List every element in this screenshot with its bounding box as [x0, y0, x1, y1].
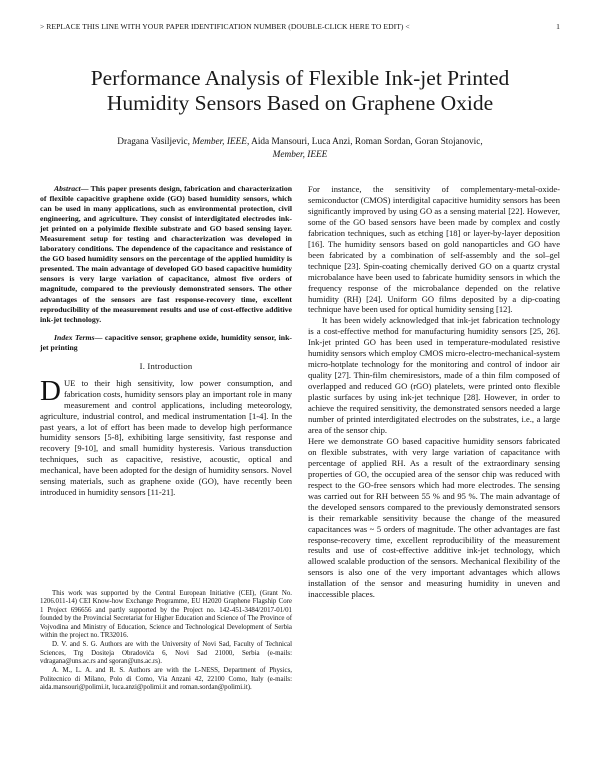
footnote-funding: This work was supported by the Central European Initiative (CEI), (Grant No. 1206.011-14) CEI Know-how Exchange Programme, EU H2020 Graphene Flagship Core 1 Project 696656 and partly supported by the Project no. 142-451-3484/2017-01/01 founded by the Provincial Secretariat for Higher Education and Science of The Province of Vojvodina and Ministry of Education, Science and Technological Development of Serbia within the project no. TR32016.: [40, 590, 292, 640]
footnote-affiliation-2: A. M., L. A. and R. S. Authors are with the L-NESS, Department of Physics, Politecnico di Milano, Polo di Como, Via Anzani 42, 22100 Como, Italy (e-mails: aida.mansouri@polimi.it, luca.anzi@polimi.it and roman.sordan@polimi.it).: [40, 667, 292, 691]
footnotes: [40, 590, 292, 693]
body-paragraph-2: It has been widely acknowledged that ink-jet fabrication technology is a cost-effective method for manufacturing humidity sensors [25, 26]. Ink-jet printed GO has been used in temperature-modulated resistive humidity sensors which employ CMOS micro-electro-mechanical-system micro-hotplate technology for the monitoring and control of indoor air quality [27]. Thin-film chemiresistors, made of a thin film composed of overlapped and reduced GO (rGO) platelets, were printed onto flexible plastic surfaces by using ink-jet technique [28]. However, in order to achieve the required sensitivity, the demonstrated sensors needed a large number of printed interdigitated electrodes on the substrates, i.e., a large area of the sensor chip.: [308, 315, 560, 435]
index-terms-label: Index Terms: [54, 332, 95, 342]
abstract-label: Abstract: [54, 184, 81, 193]
drop-cap: D: [40, 374, 61, 407]
left-column: [40, 184, 292, 498]
right-column: [308, 184, 560, 600]
footnote-affiliation-1: D. V. and S. G. Authors are with the University of Novi Sad, Faculty of Technical Sciences, Trg Dositeja Obradovića 6, Novi Sad 21000, Serbia (e-mails: vdragana@uns.ac.rs and sgoran@uns.ac.rs).: [40, 641, 292, 666]
body-paragraph-1: For instance, the sensitivity of complementary-metal-oxide-semiconductor (CMOS) interdigital capacitive humidity sensors has been significantly improved by using GO as a sensing material [22]. However, some of the GO based sensors have been made by complex and costly fabrication techniques, such as etching [18] or layer-by-layer deposition [16]. The humidity sensors based on gold nanoparticles and GO have been fabricated by a combination of self-assembly and the sol–gel technique [23]. Spin-coating chemically derived GO on a quartz crystal microbalance have been used to fabricate humidity sensors in which the frequency response of the microbalance depended on the relative humidity (RH) [24]. Uniform GO films deposited by a dip-coating technique have been used for optical humidity sensing [12].: [308, 184, 560, 315]
author-first-membership: Member, IEEE: [192, 137, 247, 147]
title-line-1: Performance Analysis of Flexible Ink-jet Printed: [90, 66, 510, 90]
author-list: [40, 136, 560, 161]
abstract-text: — This paper presents design, fabrication and characterization of flexible capacitive graphene oxide (GO) based humidity sensors, which can be used in many applications, such as environmental protection, civil engineering, and agriculture. They consist of interdigitated electrodes ink-jet printed on a polyimide flexible substrate and GO based sensing layer. Measurement setup for testing and characterization was developed in laboratory conditions. The dependence of the capacitance and resistance of the GO based humidity sensors on the percentage of the applied humidity is presented. The main advantage of developed GO based capacitive humidity sensors is very large variation of capacitance, almost five orders of magnitude, compared to the previously demonstrated sensors. The other advantages of the sensors are fast response-recovery time, excellent reproducibility of the measurement results and use of cost-effective additive ink-jet technology.: [40, 184, 292, 324]
abstract: [40, 184, 292, 325]
running-header: [40, 22, 560, 31]
body-paragraph-3: Here we demonstrate GO based capacitive humidity sensors fabricated on flexible substrates, with very large variation of capacitance with percentage of applied RH. As a result of the extraordinary sensing properties of GO, the occupied area of the sensor chip was reduced with respect to the GO-free sensors which had more electrodes. The sensing was carried out for RH between 55 % and 95 %. The main advantage of the developed sensors compared to the previously demonstrated sensors is their remarkable sensitivity because the change of the measured capacitances was ~ 5 orders of magnitude. The other advantages are fast response-recovery time, excellent reproducibility of the measurement results and use of cost-effective additive ink-jet technology, which allowed scalable production of the sensors. Mechanical flexibility of the sensors is also one of the very important advantages which allows installation of the sensor and measuring humidity in uneven and inaccessible places.: [308, 435, 560, 600]
index-terms-text: — capacitive sensor, graphene oxide, humidity sensor, ink-jet printing: [40, 332, 292, 352]
author-others: , Aida Mansouri, Luca Anzi, Roman Sordan, Goran Stojanovic,: [246, 137, 483, 147]
intro-text: UE to their high sensitivity, low power consumption, and fabrication costs, humidity sensors play an important role in many measurement and control applications, including meteorology, agriculture, industrial control, and medical instrumentation [1-4]. In the past years, a lot of effort has been made to develop high performance humidity sensors [5-8], exhibiting large sensitivity, fast response and recovery [9-10], and small humidity hysteresis. Various transduction techniques, such as capacitive, resistive, acoustic, optical and mechanical, have been adopted for the design of humidity sensors. Novel sensing materials, such as graphene oxide (GO), have recently been introduced in humidity sensors [11-21].: [40, 377, 292, 498]
section-heading-introduction: I. Introduction: [139, 360, 193, 371]
paper-title: [40, 66, 560, 116]
author-last-membership: Member, IEEE: [272, 149, 328, 160]
intro-paragraph: [40, 374, 292, 498]
page-number: 1: [556, 22, 560, 31]
author-first: Dragana Vasiljevic,: [117, 137, 193, 147]
running-head-text: > REPLACE THIS LINE WITH YOUR PAPER IDENTIFICATION NUMBER (DOUBLE-CLICK HERE TO EDIT) <: [40, 22, 410, 31]
title-line-2: Humidity Sensors Based on Graphene Oxide: [106, 91, 494, 115]
index-terms: [40, 333, 292, 353]
